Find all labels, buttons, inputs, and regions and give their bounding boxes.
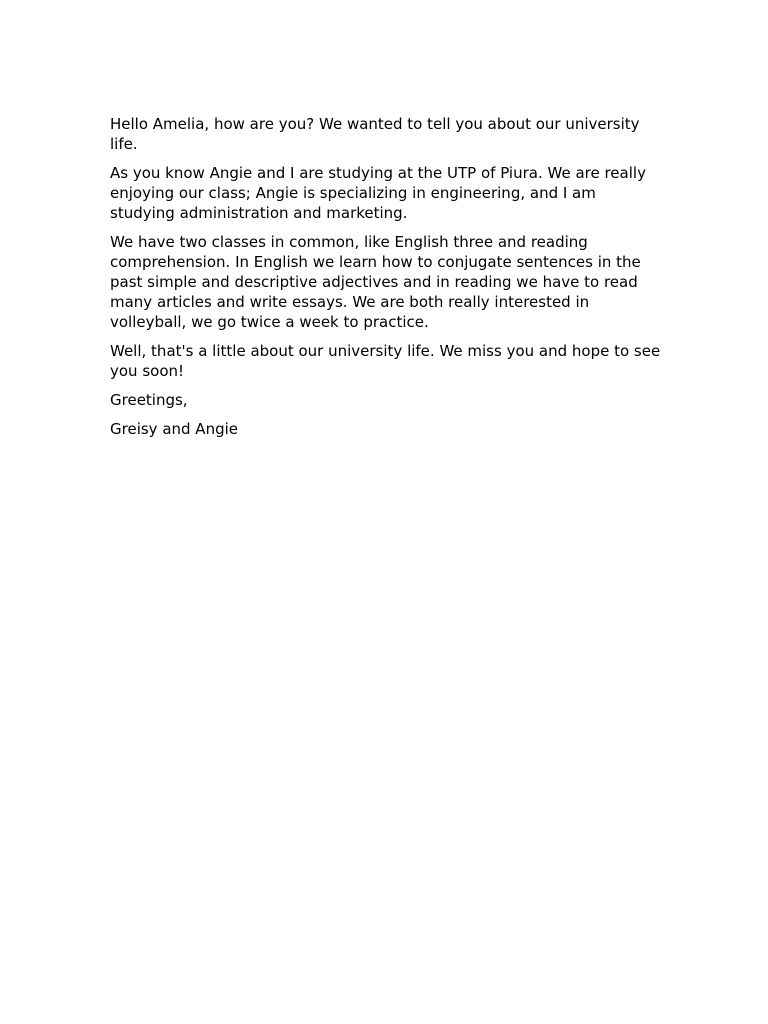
letter-paragraph-3: Well, that's a little about our university life. We miss you and hope to see you soon! xyxy=(110,342,661,380)
letter-signature: Greisy and Angie xyxy=(110,420,238,438)
letter-closing: Greetings, xyxy=(110,391,188,409)
letter-paragraph-2: We have two classes in common, like English three and reading comprehension. In English we learn how to conjugate sentences in the past simple and descriptive adjectives and in reading we have to read many articles and write essays. We are both really interested in volleyball, we go twice a week to practice. xyxy=(110,233,641,331)
letter-body xyxy=(110,114,662,448)
letter-greeting: Hello Amelia, how are you? We wanted to tell you about our university life. xyxy=(110,115,640,153)
letter-paragraph-1: As you know Angie and I are studying at the UTP of Piura. We are really enjoying our class; Angie is specializing in engineering, and I am studying administration and marketing. xyxy=(110,164,646,222)
